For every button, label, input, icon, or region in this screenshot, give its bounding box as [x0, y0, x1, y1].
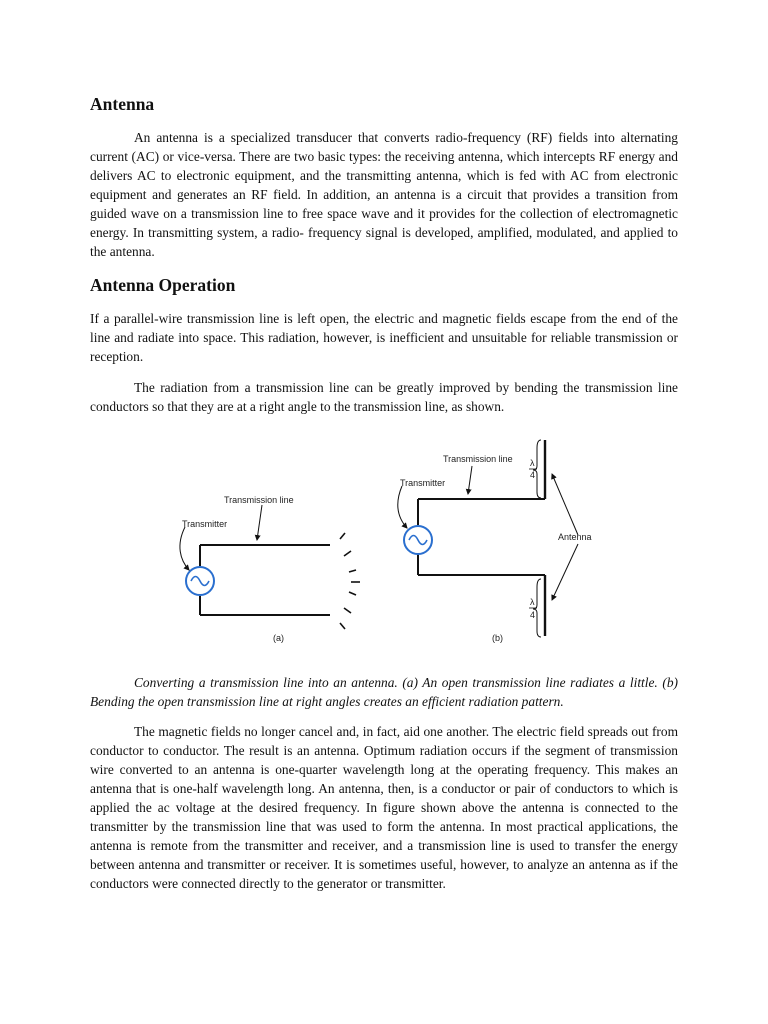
paragraph-closing: The magnetic fields no longer cancel and, in fact, aid one another. The electric field spreads out from conductor to conductor. The result is an antenna. Optimum radiation occurs if the segment of transmission wire converted to an antenna is one-quarter wavelength long at the operating frequency. This makes an antenna that is one-half wavelength long. An antenna, then, is a conductor or pair of conductors to which is applied the ac voltage at the desired frequency. In figure shown above the antenna is connected to the transmitter by the transmission line that was used to form the antenna. In most practical applications, the antenna is remote from the transmitter and receiver, and a transmission line is used to transfer the energy between antenna and transmitter or receiver. It is sometimes useful, however, to analyze an antenna as if the conductors were connected directly to the generator or transmitter. [90, 724, 678, 891]
paragraph-operation-2: The radiation from a transmission line can be greatly improved by bending the transmission line conductors so that they are at a right angle to the transmission line, as shown. [90, 380, 678, 414]
lambda-top: λ [530, 458, 535, 468]
panel-label-a: (a) [273, 633, 284, 643]
heading-antenna-operation: Antenna Operation [90, 275, 236, 295]
quarter-wave-brace-bottom [533, 579, 541, 637]
lambda-top-den: 4 [530, 470, 536, 480]
transmission-line-label-b: Transmission line [443, 454, 513, 464]
ac-source-icon [186, 567, 214, 595]
paragraph-operation-1: If a parallel-wire transmission line is left open, the electric and magnetic fields escape from the end of the line and radiate into space. This radiation, however, is inefficient and unsuitable for reliable transmission or reception. [90, 311, 678, 364]
paragraph-intro: An antenna is a specialized transducer that converts radio-frequency (RF) fields into alternating current (AC) or vice-versa. There are two basic types: the receiving antenna, which intercepts RF energy and delivers AC to electronic equipment, and the transmitting antenna, which is fed with AC from electronic equipment and generates an RF field. In addition, an antenna is a circuit that provides a transition from guided wave on a transmission line to free space wave and it provides for the collection of electromagnetic energy. In transmitting system, a radio- frequency signal is developed, amplified, modulated, and applied to the antenna. [90, 130, 678, 259]
lambda-bottom-den: 4 [530, 610, 536, 620]
transmission-line-label-a: Transmission line [224, 495, 294, 505]
figure-panel-a [180, 495, 360, 643]
quarter-wave-brace-top [533, 440, 541, 498]
panel-label-b: (b) [492, 633, 503, 643]
figure-caption: Converting a transmission line into an antenna. (a) An open transmission line radiates a little. (b) Bending the open transmission line at right angles creates an efficient radiation pattern. [90, 675, 678, 709]
transmitter-label-a: Transmitter [182, 519, 228, 529]
antenna-label: Antenna [558, 532, 592, 542]
transmitter-label-b: Transmitter [400, 478, 446, 488]
figure-panel-b [398, 440, 592, 643]
heading-antenna: Antenna [90, 94, 155, 114]
lambda-bottom: λ [530, 597, 535, 607]
radiation-marks-a [340, 533, 360, 629]
ac-source-icon [404, 526, 432, 554]
